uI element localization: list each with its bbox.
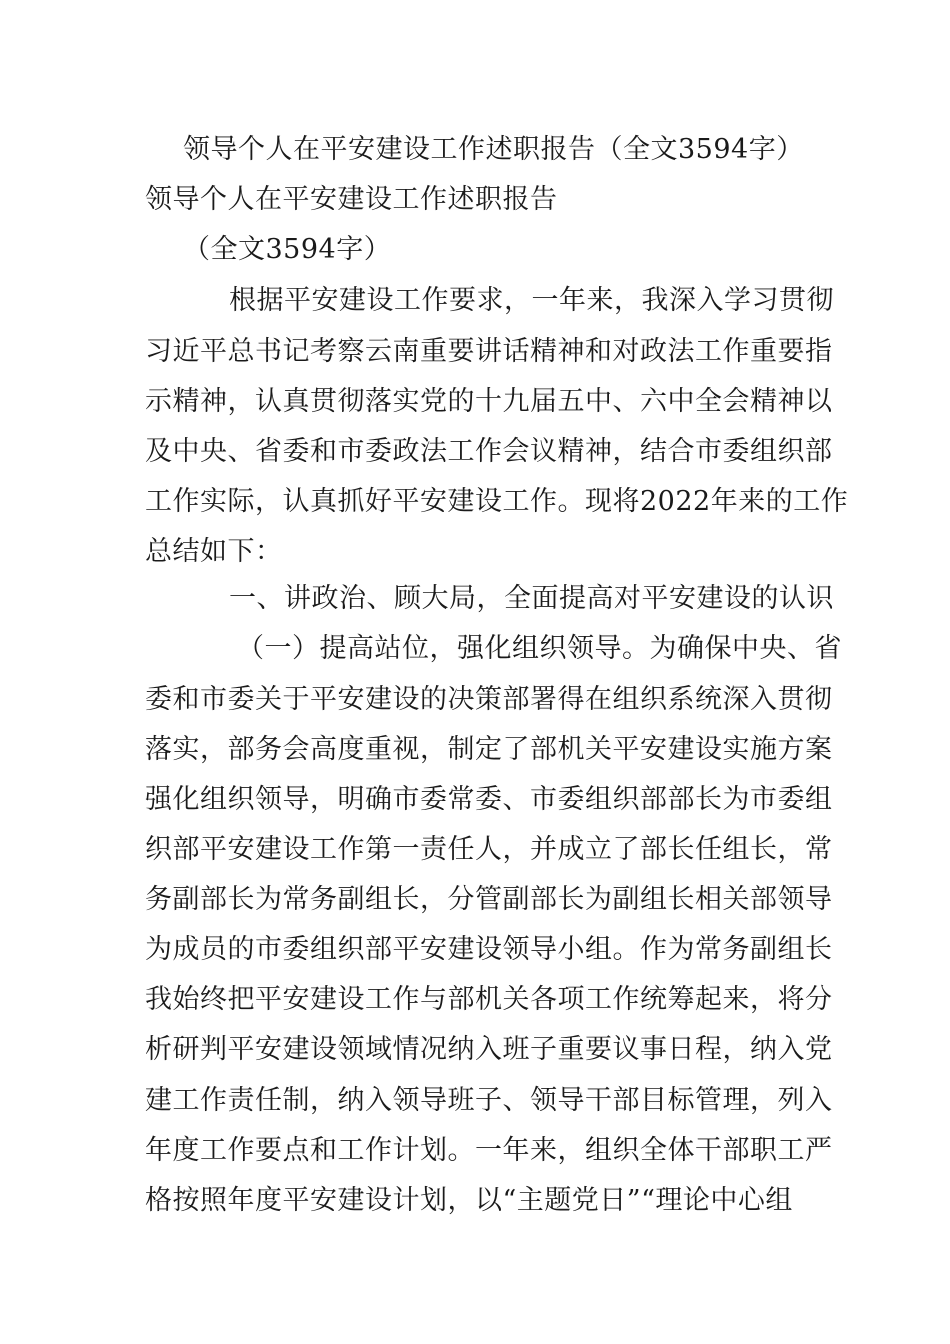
- document-title-line: 领导个人在平安建设工作述职报告（全文3594字）: [183, 134, 804, 165]
- paragraph-line: 总结如下：: [145, 536, 283, 567]
- paragraph-line: 织部平安建设工作第一责任人，并成立了部长任组长，常: [145, 834, 833, 865]
- paragraph-line: 及中央、省委和市委政法工作会议精神，结合市委组织部: [145, 436, 833, 467]
- paragraph-line: 格按照年度平安建设计划，以“主题党日”“理论中心组: [145, 1185, 793, 1216]
- paragraph-line: 根据平安建设工作要求，一年来，我深入学习贯彻: [229, 285, 834, 316]
- paragraph-line: 为成员的市委组织部平安建设领导小组。作为常务副组长: [145, 934, 833, 965]
- paragraph-line: 务副部长为常务副组长，分管副部长为副组长相关部领导: [145, 884, 833, 915]
- paragraph-line: 工作实际，认真抓好平安建设工作。现将2022年来的工作: [145, 486, 849, 517]
- paragraph-line: 强化组织领导，明确市委常委、市委组织部部长为市委组: [145, 784, 833, 815]
- paragraph-line: 习近平总书记考察云南重要讲话精神和对政法工作重要指: [145, 336, 833, 367]
- section-heading: 一、讲政治、顾大局，全面提高对平安建设的认识: [229, 583, 834, 614]
- paragraph-line: 析研判平安建设领域情况纳入班子重要议事日程，纳入党: [145, 1034, 833, 1065]
- paragraph-line: 示精神，认真贯彻落实党的十九届五中、六中全会精神以: [145, 386, 833, 417]
- paragraph-line: 建工作责任制，纳入领导班子、领导干部目标管理，列入: [145, 1085, 833, 1116]
- paragraph-line: 年度工作要点和工作计划。一年来，组织全体干部职工严: [145, 1135, 833, 1166]
- word-count: （全文3594字）: [183, 234, 392, 265]
- paragraph-line: 我始终把平安建设工作与部机关各项工作统筹起来，将分: [145, 984, 833, 1015]
- document-subtitle: 领导个人在平安建设工作述职报告: [145, 184, 558, 215]
- paragraph-line: （一）提高站位，强化组织领导。为确保中央、省: [237, 633, 842, 664]
- paragraph-line: 落实，部务会高度重视，制定了部机关平安建设实施方案: [145, 734, 833, 765]
- paragraph-line: 委和市委关于平安建设的决策部署得在组织系统深入贯彻: [145, 684, 833, 715]
